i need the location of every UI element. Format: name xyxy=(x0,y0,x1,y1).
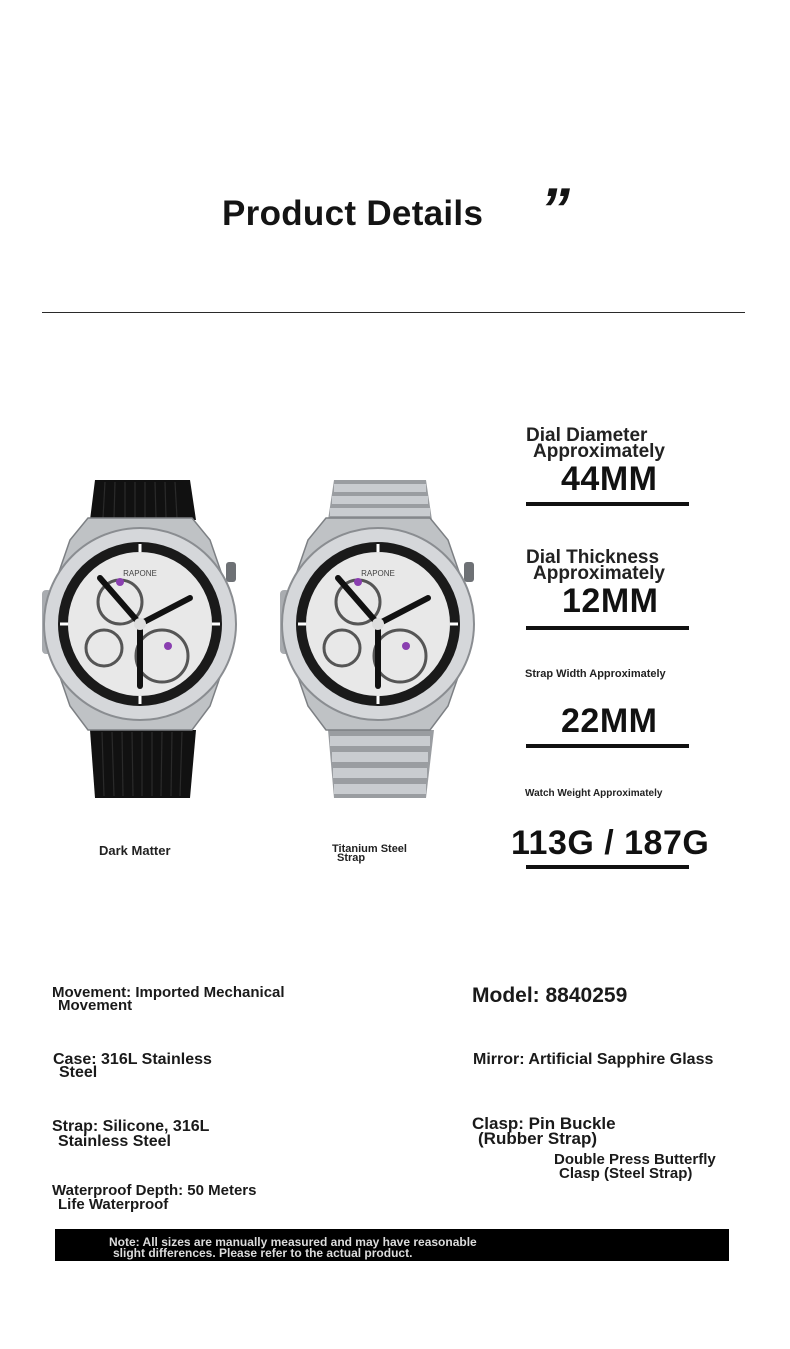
caption-titanium-line2: Strap xyxy=(337,852,366,864)
watch-weight-value: 113G / 187G xyxy=(511,824,710,862)
strap-width-label: Strap Width Approximately xyxy=(525,668,666,680)
strap-line1: Strap: Silicone, 316L xyxy=(52,1118,210,1135)
clasp-steel-line1: Double Press Butterfly xyxy=(554,1151,716,1168)
dial-diameter-value: 44MM xyxy=(561,460,658,498)
strap-line2: Stainless Steel xyxy=(58,1133,171,1150)
brand-logo: RAPONE xyxy=(123,569,157,578)
watch-image-titanium-steel xyxy=(278,478,478,803)
mirror-spec: Mirror: Artificial Sapphire Glass xyxy=(473,1051,714,1068)
clasp-line2: (Rubber Strap) xyxy=(478,1129,597,1148)
case-line1: Case: 316L Stainless xyxy=(53,1051,212,1068)
quote-mark: ” xyxy=(540,176,570,243)
page-title: Product Details xyxy=(222,194,484,233)
dial-thickness-underline xyxy=(526,626,689,630)
header-divider xyxy=(42,312,745,313)
note-line2: slight differences. Please refer to the actual product. xyxy=(113,1246,413,1260)
clasp-steel-line2: Clasp (Steel Strap) xyxy=(559,1165,693,1182)
case-line2: Steel xyxy=(59,1064,98,1081)
dial-diameter-underline xyxy=(526,502,689,506)
caption-dark-matter: Dark Matter xyxy=(99,843,171,858)
dial-thickness-approx: Approximately xyxy=(533,563,665,584)
waterproof-line2: Life Waterproof xyxy=(58,1196,169,1213)
note-banner xyxy=(55,1229,729,1261)
dial-diameter-label: Dial Diameter xyxy=(526,425,648,446)
model-number: Model: 8840259 xyxy=(472,984,628,1007)
note-line1: Note: All sizes are manually measured and may have reasonable xyxy=(109,1235,477,1249)
strap-width-value: 22MM xyxy=(561,702,658,740)
clasp-line1: Clasp: Pin Buckle xyxy=(472,1114,616,1133)
dial-thickness-label: Dial Thickness xyxy=(526,547,660,568)
watch-weight-label: Watch Weight Approximately xyxy=(525,788,663,799)
waterproof-line1: Waterproof Depth: 50 Meters xyxy=(52,1182,257,1199)
caption-titanium-line1: Titanium Steel xyxy=(332,843,407,855)
brand-logo: RAPONE xyxy=(361,569,395,578)
movement-line2: Movement xyxy=(58,997,133,1014)
movement-line1: Movement: Imported Mechanical xyxy=(52,984,285,1001)
strap-width-underline xyxy=(526,744,689,748)
watch-image-dark-matter xyxy=(40,478,240,803)
dial-thickness-value: 12MM xyxy=(562,582,659,620)
dial-diameter-approx: Approximately xyxy=(533,441,665,462)
watch-weight-underline xyxy=(526,865,689,869)
